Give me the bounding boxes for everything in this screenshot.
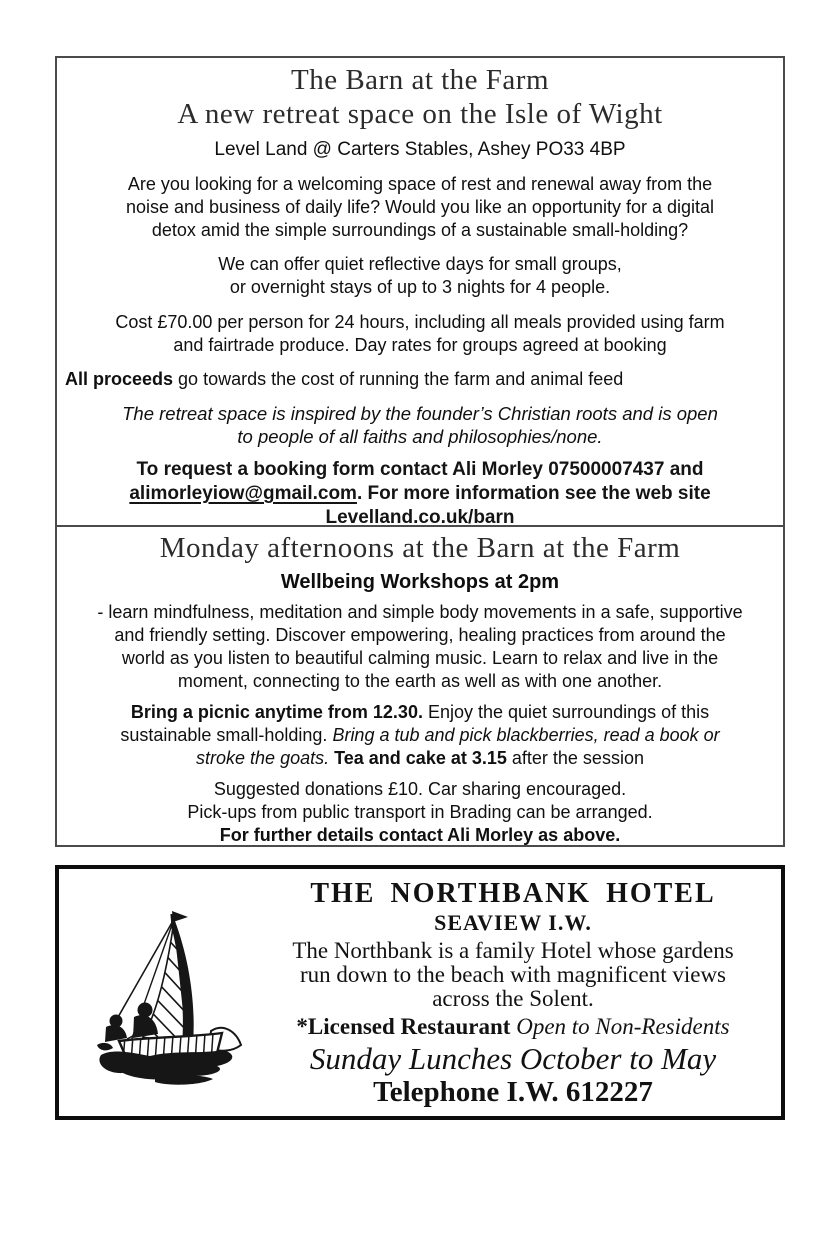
donations-line: Suggested donations £10. Car sharing encouraged. bbox=[213, 779, 627, 799]
booking-line3 bbox=[65, 506, 775, 527]
sailboat-illustration bbox=[95, 905, 245, 1097]
cost-line: Cost £70.00 per person for 24 hours, including all meals provided using farm bbox=[115, 312, 725, 332]
hotel-description bbox=[257, 939, 769, 1011]
barn-title-line1: The Barn at the Farm bbox=[290, 64, 550, 96]
monday-body-line: - learn mindfulness, meditation and simple body movements in a safe, supportive bbox=[97, 602, 743, 622]
proceeds-bold-text: All proceeds bbox=[65, 369, 174, 389]
hotel-body-line: across the Solent. bbox=[432, 986, 594, 1011]
offer-line: We can offer quiet reflective days for small groups, bbox=[218, 254, 622, 274]
picnic-bold-3: Tea and cake at 3.15 bbox=[329, 748, 507, 768]
northbank-hotel-ad bbox=[55, 865, 785, 1120]
hotel-telephone: Telephone I.W. 612227 bbox=[373, 1076, 653, 1108]
monday-body-line: and friendly setting. Discover empowering, healing practices from around the bbox=[114, 625, 726, 645]
monday-workshops-section bbox=[55, 525, 785, 847]
booking-line1: To request a booking form contact Ali Morley 07500007437 and bbox=[136, 459, 704, 480]
picnic-rest-1: Enjoy the quiet surroundings of this bbox=[422, 702, 710, 722]
barn-address: Level Land @ Carters Stables, Ashey PO33 4BP bbox=[214, 139, 626, 160]
hotel-subtitle: SEAVIEW I.W. bbox=[434, 910, 592, 935]
barn-cost-paragraph bbox=[65, 311, 775, 357]
cost-line: and fairtrade produce. Day rates for groups agreed at booking bbox=[173, 335, 667, 355]
pickups-line: Pick-ups from public transport in Brading can be arranged. bbox=[187, 802, 653, 822]
hotel-sunday-lunches: Sunday Lunches October to May bbox=[309, 1041, 717, 1076]
proceeds-rest-text: go towards the cost of running the farm and animal feed bbox=[173, 369, 624, 389]
monday-body-line: world as you listen to beautiful calming music. Learn to relax and live in the bbox=[121, 648, 719, 668]
barn-proceeds-paragraph bbox=[65, 368, 775, 391]
barn-title-line2: A new retreat space on the Isle of Wight bbox=[177, 98, 663, 130]
hotel-text-pane bbox=[257, 869, 781, 1116]
barn-booking-paragraph bbox=[65, 458, 775, 527]
picnic-bold-1: Bring a picnic anytime from 12.30. bbox=[130, 702, 423, 722]
ethos-line: to people of all faiths and philosophies/none. bbox=[237, 426, 603, 447]
logistics-paragraph bbox=[65, 778, 775, 847]
picnic-paragraph bbox=[65, 701, 775, 770]
booking-line2-rest: . For more information see the web site bbox=[356, 483, 711, 504]
picnic-line2 bbox=[65, 724, 775, 747]
monday-title: Monday afternoons at the Barn at the Farm bbox=[159, 532, 681, 564]
hotel-body-line: run down to the beach with magnificent views bbox=[299, 962, 727, 987]
barn-ethos-paragraph bbox=[65, 402, 775, 448]
barn-retreat-section bbox=[55, 56, 785, 527]
licensed-restaurant-text: *Licensed Restaurant bbox=[296, 1014, 511, 1039]
wellbeing-subtitle: Wellbeing Workshops at 2pm bbox=[280, 571, 560, 593]
picnic-plain-2: sustainable small-holding. bbox=[120, 725, 333, 745]
intro-line: Are you looking for a welcoming space of rest and renewal away from the bbox=[127, 174, 713, 194]
further-details-line: For further details contact Ali Morley as above. bbox=[219, 825, 621, 845]
picnic-italic-3: stroke the goats. bbox=[196, 748, 330, 768]
intro-line: noise and business of daily life? Would you like an opportunity for a digital bbox=[125, 197, 715, 217]
offer-line: or overnight stays of up to 3 nights for 4 people. bbox=[229, 277, 611, 297]
picnic-italic-2: Bring a tub and pick blackberries, read a book or bbox=[332, 725, 720, 745]
booking-email-link: alimorleyiow@gmail.com bbox=[129, 483, 357, 504]
hotel-licensed-line bbox=[257, 1013, 769, 1040]
picnic-line1 bbox=[65, 701, 775, 724]
barn-intro-paragraph bbox=[65, 173, 775, 242]
booking-website-link: Levelland.co.uk/barn bbox=[325, 507, 515, 527]
picnic-line3 bbox=[65, 747, 775, 770]
open-to-non-residents-text: Open to Non-Residents bbox=[510, 1014, 730, 1039]
monday-body-paragraph bbox=[65, 601, 775, 693]
picnic-rest-3: after the session bbox=[506, 748, 644, 768]
hotel-title: THE NORTHBANK HOTEL bbox=[310, 878, 716, 909]
booking-line2 bbox=[65, 482, 775, 506]
hotel-illustration-pane bbox=[59, 869, 257, 1116]
barn-offer-paragraph bbox=[65, 253, 775, 299]
hotel-body-line: The Northbank is a family Hotel whose gardens bbox=[292, 938, 734, 963]
ethos-line: The retreat space is inspired by the founder’s Christian roots and is open bbox=[122, 403, 718, 424]
monday-body-line: moment, connecting to the earth as well as with one another. bbox=[177, 671, 663, 691]
intro-line: detox amid the simple surroundings of a sustainable small-holding? bbox=[151, 220, 689, 240]
